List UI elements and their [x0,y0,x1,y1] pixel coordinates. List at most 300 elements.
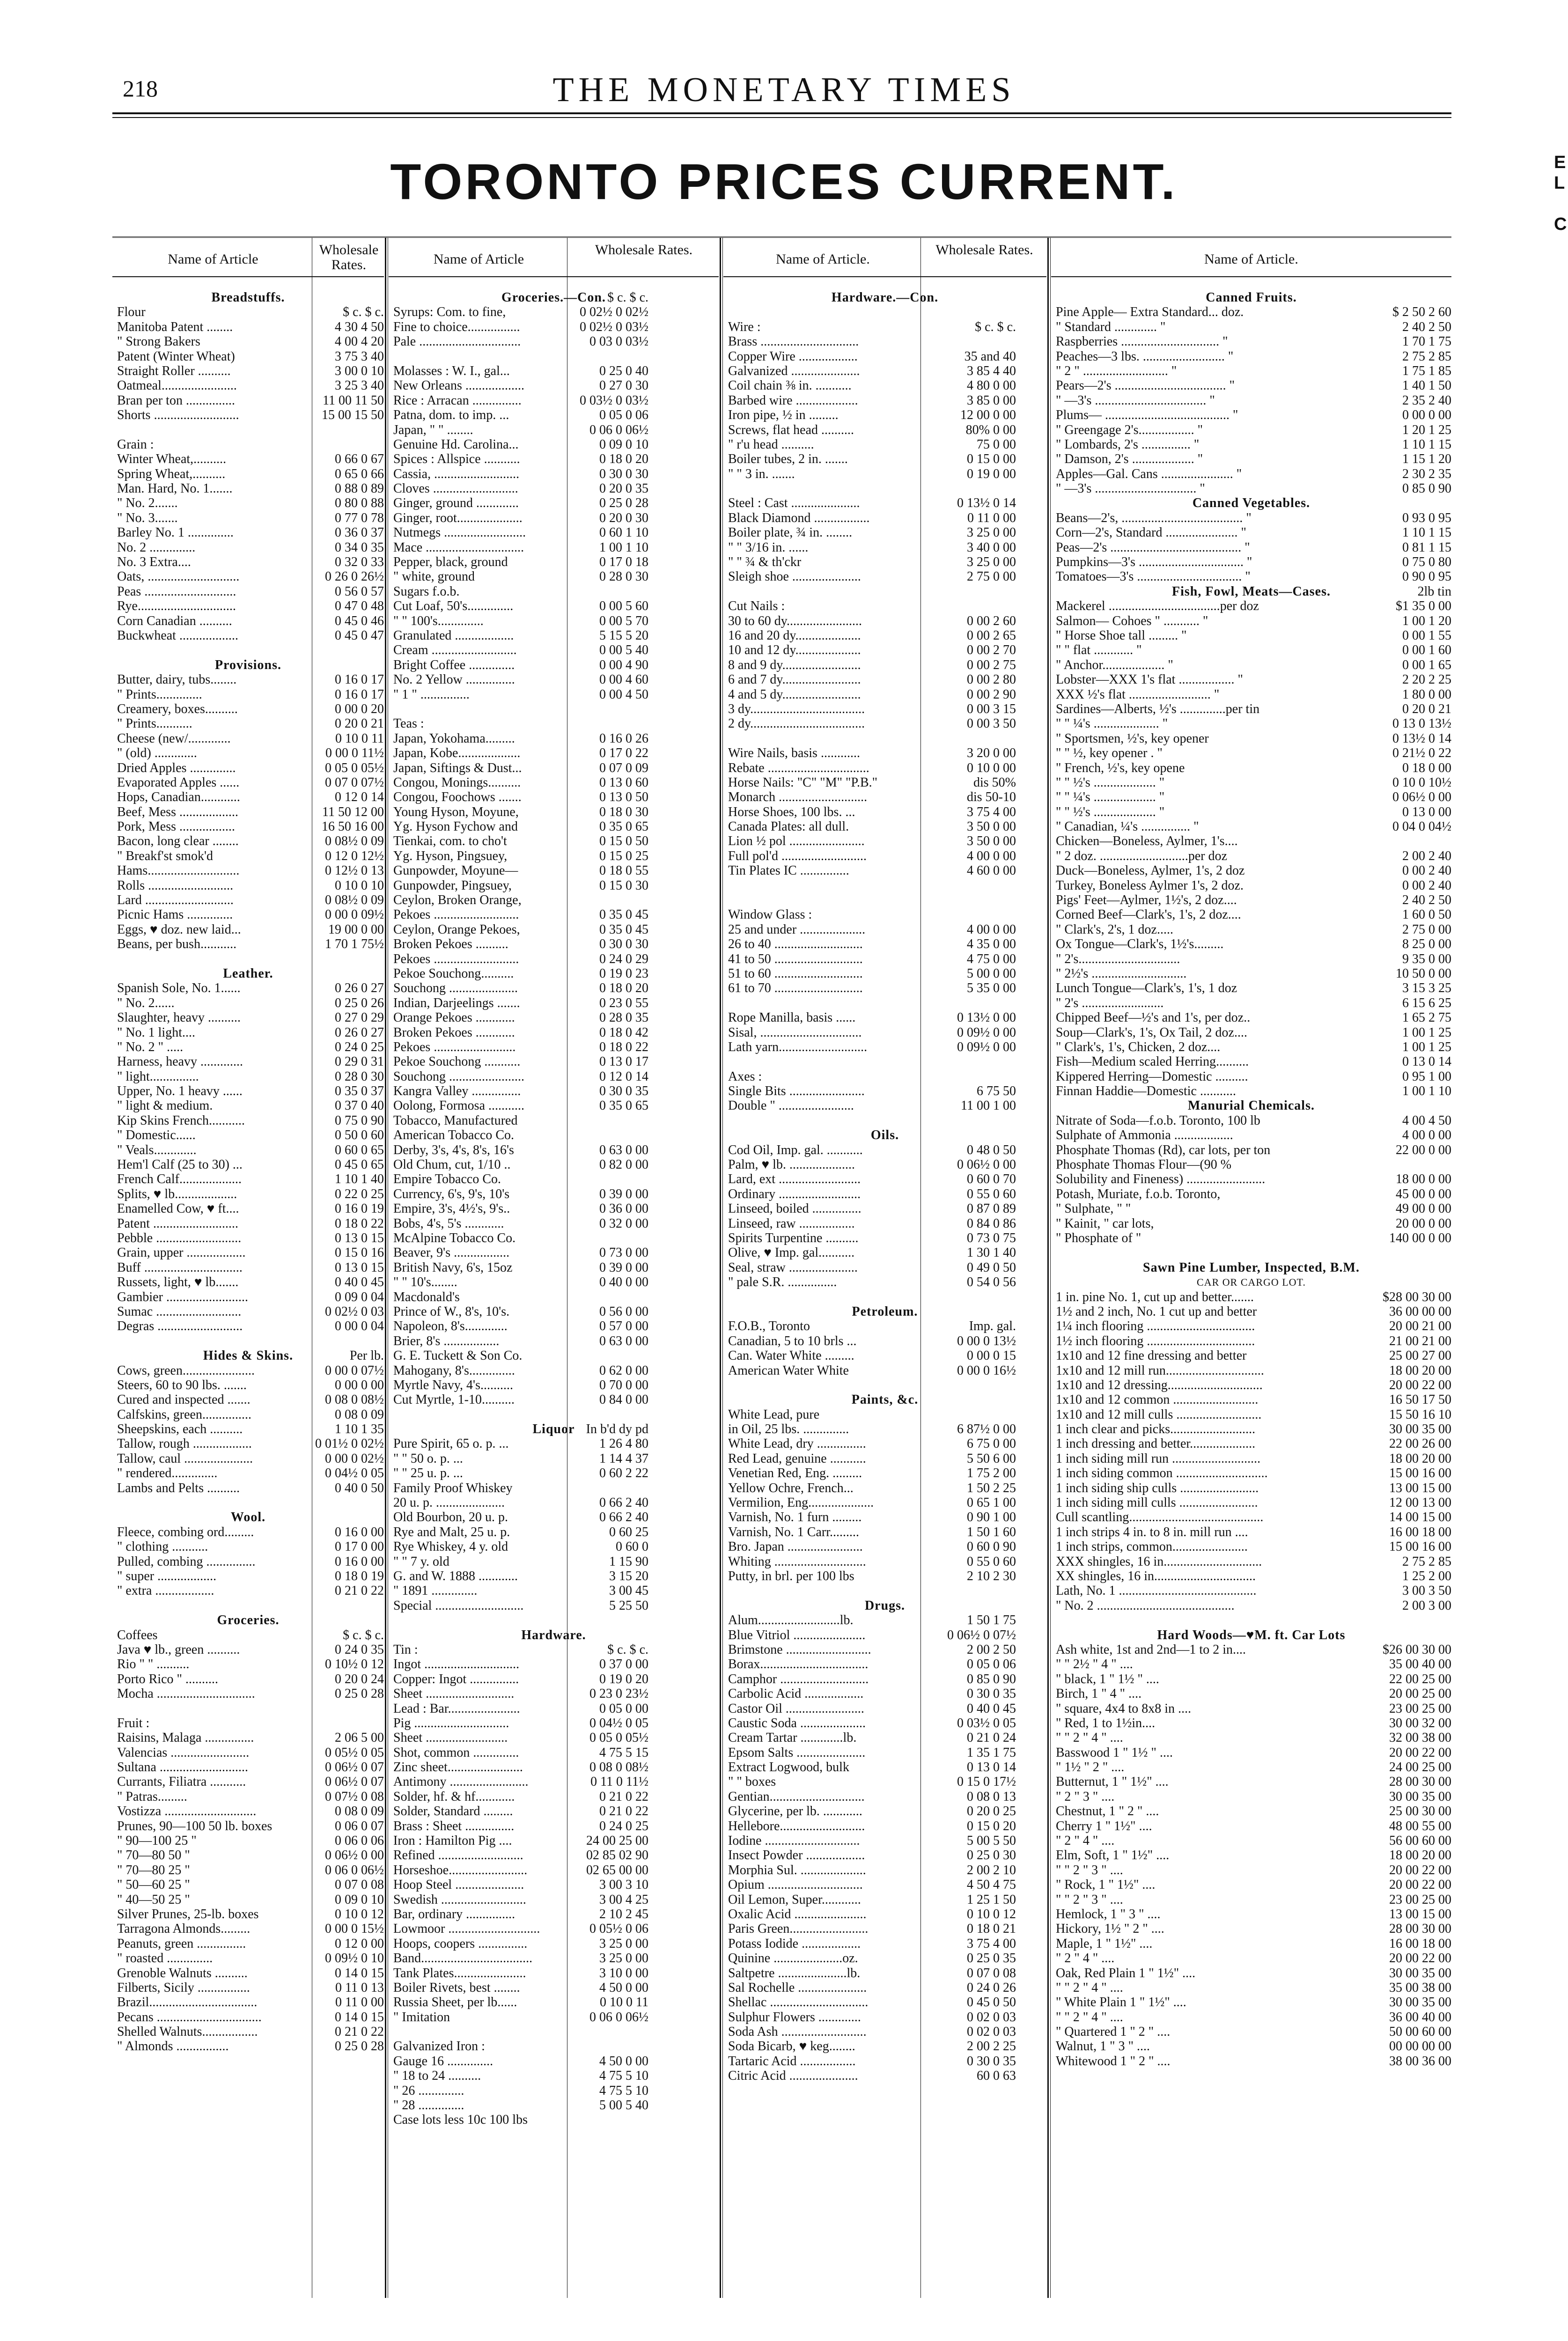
wholesale-rate: In b'd dy pd [586,1422,648,1437]
article-name: " " 2 " 4 " .... [1056,1980,1123,1995]
price-row [1056,672,1451,687]
wholesale-rate: 0 30 0 30 [599,937,648,952]
wholesale-rate: 25 00 27 00 [1389,1348,1451,1363]
article-name: Tallow, caul ..................... [117,1451,253,1466]
price-row [728,1569,1042,1583]
price-row [393,1848,714,1862]
wholesale-rate: 0 04½ 0 05 [325,1466,384,1481]
wholesale-rate: 0 13 0 15 [335,1231,384,1245]
price-row [728,1819,1042,1833]
article-name: Cassia, .......................... [393,466,520,481]
price-row [728,1628,1042,1642]
article-name: " " 50 o. p. ... [393,1451,463,1466]
article-name: " White Plain 1 " 1½" .... [1056,1995,1186,2010]
price-row [728,1436,1042,1451]
price-row [393,408,714,422]
article-name: " 70—80 25 " [117,1862,190,1877]
article-name: Whitewood 1 " 2 " .... [1056,2054,1170,2069]
price-row [117,878,384,893]
price-row [393,334,714,349]
wholesale-rate: 02 85 02 90 [586,1848,648,1863]
section-heading [117,1510,379,1524]
article-name: Iron pipe, ½ in ......... [728,408,839,423]
wholesale-rate: 1 15 90 [609,1554,648,1569]
price-row [1056,2039,1451,2054]
newspaper-name: THE MONETARY TIMES [552,71,1016,109]
article-name: Canadian, 5 to 10 brls ... [728,1333,857,1348]
price-row [117,1422,384,1437]
price-row [117,363,384,378]
article-name: 1½ inch flooring ................................. [1056,1333,1255,1348]
article-name: Wire : [728,319,761,334]
wholesale-rate: 0 00 2 90 [967,687,1016,702]
price-row [393,1348,714,1363]
article-name: Cured and inspected ....... [117,1392,250,1407]
article-name: " 26 .............. [393,2083,464,2098]
price-row [393,1539,714,1554]
wholesale-rate: 0 82 0 00 [599,1157,648,1172]
wholesale-rate: 0 60 1 10 [599,525,648,540]
wholesale-rate: 0 05 0 00 [599,1701,648,1716]
article-name: " " 2 " 4 " .... [1056,1730,1123,1745]
price-row [728,1231,1042,1245]
article-name: Rye.............................. [117,599,236,614]
wholesale-rate: 1 00 1 25 [1402,1025,1451,1040]
article-name: " " 25 u. p. ... [393,1466,463,1481]
price-row [117,819,384,834]
price-row [728,805,1042,819]
article-name: Brimstone .......................... [728,1642,871,1657]
article-name: Hoops, coopers ............... [393,1936,528,1951]
article-name: G. and W. 1888 ............ [393,1568,518,1583]
article-name: Patna, dom. to imp. ... [393,408,509,423]
article-name: Ceylon, Orange Pekoes, [393,922,520,937]
wholesale-rate: 0 15 0 30 [599,878,648,893]
price-row [1056,1760,1451,1775]
article-name: Pig ............................. [393,1715,509,1730]
price-row [393,2024,714,2039]
price-row [1056,1480,1451,1495]
price-row [393,1040,714,1054]
article-name: " extra .................. [117,1583,214,1598]
wholesale-rate: 30 00 32 00 [1389,1715,1451,1730]
price-row [1056,1216,1451,1231]
article-name: Soup—Clark's, 1's, Ox Tail, 2 doz.... [1056,1025,1247,1040]
wholesale-rate: 0 55 0 60 [967,1186,1016,1201]
article-name: Spanish Sole, No. 1...... [117,981,241,996]
price-row [117,1716,379,1730]
wholesale-rate: 5 25 50 [609,1598,648,1613]
wholesale-rate: 0 40 0 45 [967,1701,1016,1716]
article-name: Hoop Steel ..................... [393,1877,524,1892]
article-name: 1 inch siding ship culls ........................ [1056,1480,1259,1495]
article-name: Rye and Malt, 25 u. p. [393,1524,510,1539]
price-row [728,1980,1042,1995]
article-name: Potass Iodide .................. [728,1936,861,1951]
article-name: " (old) ............. [117,746,197,761]
wholesale-rate: 0 00 0 04 [335,1319,384,1334]
price-row [728,393,1042,408]
price-row [728,1363,1042,1378]
article-name: " " ¼'s ................... " [1056,790,1165,805]
wholesale-rate: 0 19 0 20 [599,1671,648,1686]
wholesale-rate: 4 50 4 75 [967,1877,1016,1892]
wholesale-rate: $ c. $ c. [343,1627,384,1642]
price-row [393,761,714,775]
price-row [393,1760,714,1774]
article-name: Bran per ton ............... [117,393,235,408]
price-row [117,378,384,393]
article-name: " Strong Bakers [117,334,200,349]
wholesale-rate: 0 15 0 00 [967,452,1016,467]
wholesale-rate: 0 10½ 0 12 [325,1657,384,1672]
price-row [1056,1142,1451,1157]
wholesale-rate: 0 00 2 60 [967,613,1016,628]
price-row [393,1304,714,1319]
wholesale-rate: 0 16 0 00 [335,1524,384,1539]
price-row [117,569,384,584]
article-name: Shot, common .............. [393,1745,519,1760]
article-name: Pebble .......................... [117,1231,242,1245]
price-row [393,672,714,687]
article-name: " 2's............................... [1056,951,1180,966]
wholesale-rate: 0 35 0 65 [599,819,648,834]
price-row [728,1877,1042,1892]
price-row [1056,1245,1447,1260]
wholesale-rate: 0 45 0 65 [335,1157,384,1172]
wholesale-rate: 4 75 5 10 [599,2083,648,2098]
price-row [117,1377,384,1392]
price-row [393,907,714,922]
price-row [117,1334,379,1348]
wholesale-rate: 0 10 0 00 [967,760,1016,775]
article-name: " French, ½'s, key opene [1056,760,1185,775]
price-row [117,1142,384,1157]
wholesale-rate: 0 28 0 30 [335,1069,384,1084]
price-row [728,1466,1042,1480]
price-row [117,1392,384,1407]
price-row [117,584,384,599]
price-row [728,658,1042,672]
wholesale-rate: 32 00 38 00 [1389,1730,1451,1745]
price-row [117,907,384,922]
wholesale-rate: 0 00 0 11½ [325,746,384,761]
article-name: Morphia Sul. .................... [728,1862,866,1877]
article-name: Paris Green........................ [728,1921,869,1936]
price-row [728,364,1042,378]
price-row [1056,437,1451,452]
wholesale-rate: 1 70 1 75½ [325,937,384,952]
article-name: Gentian............................. [728,1789,865,1804]
header-rule [112,276,384,277]
section-heading [1056,1628,1447,1642]
wholesale-rate: 0 20 0 25 [967,1804,1016,1819]
article-name: " 2 doz. ...........................per doz [1056,848,1228,863]
article-name: Fish—Medium scaled Herring.......... [1056,1054,1249,1069]
price-row [117,1084,384,1099]
article-name: Derby, 3's, 4's, 8's, 16's [393,1142,514,1157]
article-name: " " 2 " 4 " .... [1056,2010,1123,2024]
price-row [1056,775,1451,790]
article-name: Fleece, combing ord......... [117,1524,254,1539]
price-row [1056,1892,1451,1907]
wholesale-rate: 0 09 0 10 [335,1892,384,1907]
wholesale-rate: 3 25 0 00 [967,555,1016,570]
wholesale-rate: dis 50% [973,775,1016,790]
article-name: Buckwheat .................. [117,628,238,643]
price-row [393,1716,714,1730]
wholesale-rate: $26 00 30 00 [1383,1642,1451,1657]
article-name: Myrtle Navy, 4's.......... [393,1377,513,1392]
price-row [728,1554,1042,1569]
article-name: Souchong ..................... [393,981,518,996]
price-row [1056,525,1451,540]
article-name: Soda Bicarb, ♥ keg........ [728,2039,855,2054]
article-name: 1 inch dressing and better.................... [1056,1436,1256,1451]
price-row [393,716,714,731]
article-name: Sugars f.o.b. [393,584,460,599]
wholesale-rate: 0 00 1 55 [1402,628,1451,643]
price-row [728,481,1042,496]
article-name: Straight Roller .......... [117,363,231,378]
price-row [393,2069,714,2083]
price-row [393,1951,714,1966]
price-row [728,1863,1042,1877]
article-name: " " 2 " 3 " .... [1056,1892,1123,1907]
article-name: Kippered Herring—Domestic .......... [1056,1069,1248,1084]
wholesale-rate: 0 23 0 55 [599,995,648,1010]
section-title: Paints, &c. [851,1392,919,1407]
wholesale-rate: 1 10 1 15 [1402,525,1451,540]
wholesale-rate: 0 20 0 35 [599,481,648,496]
article-name: Orange Pekoes ............ [393,1010,515,1025]
wholesale-rate: 0 00 4 60 [599,672,648,687]
article-name: Pekoes .......................... [393,907,519,922]
price-row [1056,2054,1451,2069]
article-name: Borax................................. [728,1657,869,1672]
wholesale-rate: 0 16 0 19 [335,1201,384,1216]
wholesale-rate: 60 0 63 [977,2069,1016,2083]
price-row [1056,1231,1451,1245]
price-row [728,1936,1042,1951]
article-name: " —3's ............................... " [1056,481,1205,496]
price-row [1056,657,1451,672]
wholesale-rate: 0 23 0 23½ [589,1686,648,1701]
wholesale-rate: 20 00 0 00 [1396,1216,1451,1231]
article-name: Black Diamond ................. [728,510,870,525]
price-row [728,1040,1042,1054]
article-name: F.O.B., Toronto [728,1319,810,1334]
article-name: Sultana ........................... [117,1760,248,1775]
article-name: Lobster—XXX 1's flat ................. " [1056,672,1243,687]
price-row [117,393,384,408]
article-name: " 2 " 3 " .... [1056,1789,1115,1804]
column-header-article: Name of Article [168,251,258,267]
wholesale-rate: 20 00 21 00 [1389,1319,1451,1334]
article-name: Full pol'd .......................... [728,848,867,863]
price-row [728,1172,1042,1186]
price-row [393,2083,714,2098]
price-row [393,834,714,848]
article-name: Kangra Valley ............... [393,1084,521,1099]
price-row [393,1436,714,1451]
article-name: Window Glass : [728,907,812,922]
price-row [728,966,1042,981]
wholesale-rate: 38 00 36 00 [1389,2054,1451,2069]
wholesale-rate: 0 05 0 06 [967,1657,1016,1672]
price-row [728,2039,1042,2054]
article-name: Beans—2's, ..................................... " [1056,510,1251,525]
price-row [117,643,379,657]
price-row [728,378,1042,393]
price-row [728,1966,1042,1980]
wholesale-rate: 0 21 0 22 [335,1583,384,1598]
price-row [728,1760,1042,1774]
header-rule-bottom [112,117,1451,118]
price-row [1056,1671,1451,1686]
article-name: Splits, ♥ lb................... [117,1186,237,1201]
article-name: Corn—2's, Standard ...................... " [1056,525,1246,540]
price-row [728,1187,1042,1201]
wholesale-rate: 2lb tin [1417,584,1451,599]
article-name: Peaches—3 lbs. ......................... " [1056,349,1234,364]
article-name: Yg. Hyson Fychow and [393,819,518,834]
article-name: " clothing ........... [117,1539,208,1554]
article-name: Lard ........................... [117,893,234,908]
wholesale-rate: 0 75 0 90 [335,1113,384,1128]
wholesale-rate: 20 00 22 00 [1389,1377,1451,1392]
wholesale-rate: 5 00 5 50 [967,1833,1016,1848]
price-row [1056,1907,1451,1921]
article-name: Barley No. 1 .............. [117,525,234,540]
wholesale-rate: 1 10 1 35 [335,1422,384,1437]
wholesale-rate: 0 12 0 14 [335,790,384,805]
wholesale-rate: 0 26 0 27 [335,1025,384,1040]
section-heading [117,966,379,981]
price-row [1056,1833,1451,1848]
section-title: Canned Vegetables. [1192,496,1310,511]
article-name: Patent (Winter Wheat) [117,349,235,364]
price-row [728,1451,1042,1466]
price-row [1056,1128,1451,1143]
price-row [393,1201,714,1216]
wholesale-rate: 0 13 0 00 [1402,804,1451,819]
price-row [1056,746,1451,761]
wholesale-rate: 0 66 2 40 [599,1510,648,1525]
price-row [1056,466,1451,481]
price-row [117,1966,384,1980]
price-row [1056,1025,1451,1040]
price-row [393,1966,714,1980]
article-name: Pekoe Souchong ........... [393,1054,521,1069]
page-number: 218 [123,75,158,102]
wholesale-rate: 0 56 0 57 [335,584,384,599]
column-header-article: Name of Article [433,251,524,267]
section-title: Manurial Chemicals. [1188,1098,1315,1113]
price-row [117,1980,384,1995]
price-row [728,1348,1042,1363]
article-name: Nitrate of Soda—f.o.b. Toronto, 100 lb [1056,1113,1260,1128]
price-column-1 [112,238,384,2298]
section-heading [1056,1098,1447,1113]
wholesale-rate: 3 00 3 10 [599,1877,648,1892]
wholesale-rate: 0 08 0 09 [335,1407,384,1422]
wholesale-rate: 2 20 2 25 [1402,672,1451,687]
article-name: " r'u head .......... [728,437,814,452]
wholesale-rate: 1 50 1 60 [967,1524,1016,1539]
wholesale-rate: 0 13 0 17 [599,1054,648,1069]
page-header [0,0,1568,210]
wholesale-rate: 0 84 0 00 [599,1392,648,1407]
wholesale-rate: 0 45 0 50 [967,1995,1016,2010]
price-row [1056,1172,1451,1187]
wholesale-rate: 0 40 0 50 [335,1480,384,1495]
wholesale-rate: 0 13 0 14 [1402,1054,1451,1069]
price-row [117,1201,384,1216]
wholesale-rate: 0 95 1 00 [1402,1069,1451,1084]
article-name: Upper, No. 1 heavy ...... [117,1084,243,1099]
wholesale-rate: 0 21 0 22 [335,2024,384,2039]
article-name: New Orleans .................. [393,378,524,393]
wholesale-rate: 3 25 0 00 [967,525,1016,540]
adjacent-page-edge [1554,152,1568,358]
article-name: Tarragona Almonds......... [117,1921,250,1936]
section-heading [117,658,379,672]
price-row [117,1907,384,1921]
price-row [728,1084,1042,1098]
price-row [393,1245,714,1260]
wholesale-rate: 0 00 1 60 [1402,643,1451,658]
price-row [728,467,1042,481]
wholesale-rate: 0 00 5 40 [599,643,648,658]
price-row [393,584,714,599]
wholesale-rate: 0 87 0 89 [967,1201,1016,1216]
price-row [393,1554,714,1569]
wholesale-rate: 0 07 0 07½ [325,775,384,790]
article-name: CAR OR CARGO LOT. [1197,1276,1306,1288]
article-name: Wire Nails, basis ............ [728,746,860,761]
article-name: Congou, Foochows ....... [393,790,522,805]
price-row [393,996,714,1010]
wholesale-rate: 0 24 0 26 [967,1980,1016,1995]
article-name: Lunch Tongue—Clark's, 1's, 1 doz [1056,981,1237,996]
wholesale-rate: 0 11 0 00 [967,510,1016,525]
wholesale-rate: 0 11 0 11½ [590,1774,648,1789]
wholesale-rate: 0 06½ 0 00 [325,1848,384,1863]
article-name: Elm, Soft, 1 " 1½" .... [1056,1848,1170,1863]
price-row [117,952,379,966]
article-name: " Greengage 2's................. " [1056,422,1203,437]
price-row [728,731,1042,746]
wholesale-rate: 0 00 0 02½ [325,1451,384,1466]
price-row [728,1098,1042,1113]
article-name: Japan, Yokohama......... [393,731,515,746]
wholesale-rate: 0 54 0 56 [967,1275,1016,1290]
article-name: Corned Beef—Clark's, 1's, 2 doz.... [1056,907,1241,922]
wholesale-rate: 0 08 0 09 [335,1804,384,1819]
article-name: Beaver, 9's ................. [393,1245,510,1260]
wholesale-rate: 1 80 0 00 [1402,687,1451,702]
price-row [728,1642,1042,1657]
article-name: No. 3 Extra.... [117,555,191,570]
article-name: Tank Plates...................... [393,1966,526,1980]
price-row [393,1495,714,1510]
article-name: Single Bits ....................... [728,1084,865,1099]
article-name: " " 3 in. ....... [728,466,795,481]
wholesale-rate: 18 00 20 00 [1389,1363,1451,1378]
wholesale-rate: 12 00 0 00 [960,408,1016,423]
price-row [1056,1568,1451,1583]
